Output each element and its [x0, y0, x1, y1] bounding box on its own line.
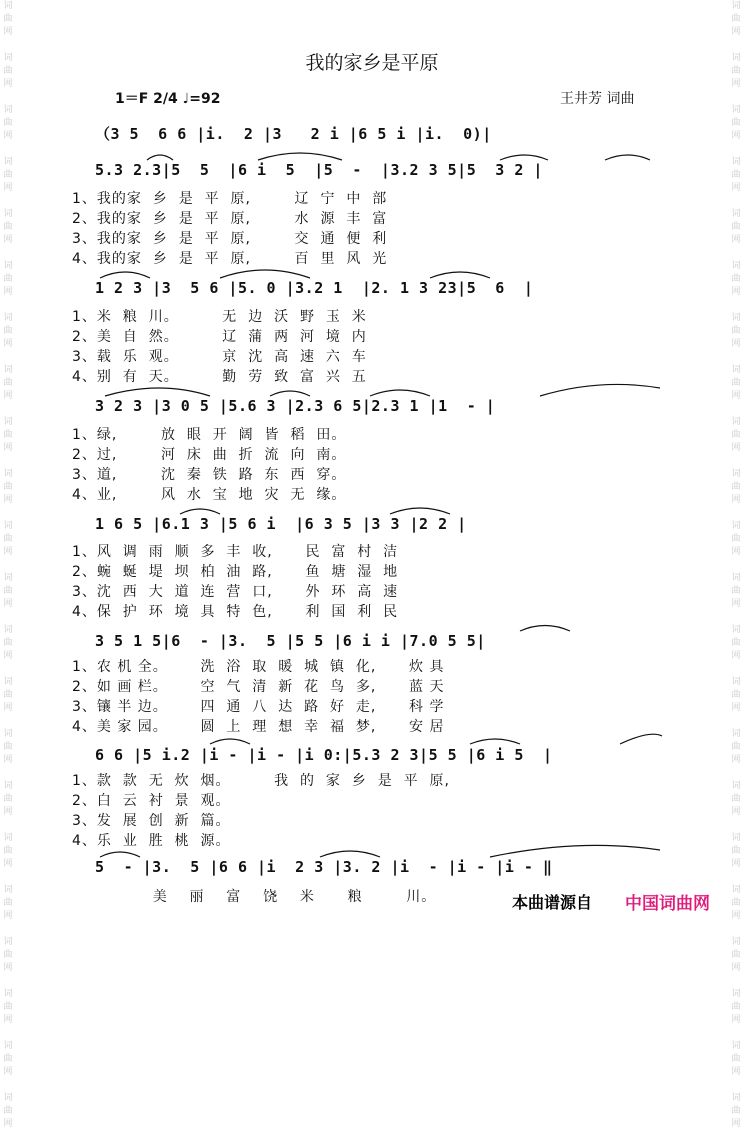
watermark-char: 词 — [3, 53, 13, 63]
watermark-gap — [729, 1079, 743, 1092]
lyric-line: 4、保 护 环 境 具 特 色, 利 国 利 民 — [72, 604, 399, 620]
watermark-char: 曲 — [731, 118, 741, 128]
watermark-char: 曲 — [3, 898, 13, 908]
watermark-char: 网 — [3, 79, 13, 89]
watermark-char: 曲 — [731, 222, 741, 232]
watermark-gap — [729, 247, 743, 260]
watermark-char: 网 — [731, 911, 741, 921]
watermark-char: 网 — [3, 391, 13, 401]
lyric-line: 4、美 家 园。 圆 上 理 想 幸 福 梦, 安 居 — [72, 719, 445, 735]
watermark-char: 词 — [3, 729, 13, 739]
watermark-char: 曲 — [3, 950, 13, 960]
watermark-char: 网 — [731, 963, 741, 973]
watermark-char: 曲 — [3, 326, 13, 336]
watermark-char: 词 — [3, 677, 13, 687]
watermark-char: 词 — [3, 313, 13, 323]
watermark-gap — [729, 923, 743, 936]
watermark-char: 网 — [731, 27, 741, 37]
watermark-char: 网 — [3, 807, 13, 817]
watermark-char: 词 — [3, 105, 13, 115]
lyric-line: 1、米 粮 川。 无 边 沃 野 玉 米 — [72, 309, 367, 325]
watermark-char: 曲 — [3, 846, 13, 856]
lyric-line: 2、美 自 然。 辽 蒲 两 河 境 内 — [72, 329, 367, 345]
watermark-gap — [1, 611, 15, 624]
watermark-char: 曲 — [731, 66, 741, 76]
watermark-char: 曲 — [731, 690, 741, 700]
lyric-line: 1、风 调 雨 顺 多 丰 收, 民 富 村 洁 — [72, 544, 399, 560]
watermark-char: 曲 — [731, 1002, 741, 1012]
watermark-gap — [729, 975, 743, 988]
watermark-char: 词 — [3, 469, 13, 479]
watermark-char: 网 — [3, 183, 13, 193]
watermark-char: 网 — [731, 859, 741, 869]
author-credit: 王井芳 词曲 — [560, 91, 635, 107]
watermark-char: 网 — [3, 495, 13, 505]
lyric-line: 2、蜿 蜒 堤 坝 柏 油 路, 鱼 塘 湿 地 — [72, 564, 399, 580]
watermark-char: 曲 — [731, 326, 741, 336]
watermark-char: 网 — [731, 1015, 741, 1025]
watermark-char: 网 — [731, 599, 741, 609]
lyric-line: 3、我的家 乡 是 平 原, 交 通 便 利 — [72, 231, 388, 247]
watermark-gap — [1, 871, 15, 884]
lyric-line: 1、农 机 全。 洗 浴 取 暖 城 镇 化, 炊 具 — [72, 659, 445, 675]
lyric-line: 2、我的家 乡 是 平 原, 水 源 丰 富 — [72, 211, 388, 227]
watermark-char: 网 — [3, 443, 13, 453]
watermark-char: 曲 — [731, 430, 741, 440]
song-title: 我的家乡是平原 — [305, 52, 439, 74]
watermark-char: 词 — [731, 573, 741, 583]
lyric-line: 1、我的家 乡 是 平 原, 辽 宁 中 部 — [72, 191, 388, 207]
notation-line-5: 3 5 1 5|6 - |3. 5 |5 5 |6 i i |7.0 5 5| — [95, 632, 486, 650]
watermark-gap — [1, 715, 15, 728]
watermark-char: 网 — [3, 287, 13, 297]
watermark-char: 词 — [3, 417, 13, 427]
watermark-char: 词 — [3, 365, 13, 375]
watermark-char: 网 — [731, 339, 741, 349]
watermark-char: 网 — [731, 183, 741, 193]
lyric-line: 4、别 有 天。 勤 劳 致 富 兴 五 — [72, 369, 367, 385]
watermark-gap — [1, 923, 15, 936]
watermark-char: 曲 — [3, 378, 13, 388]
watermark-gap — [1, 1027, 15, 1040]
watermark-char: 词 — [3, 261, 13, 271]
watermark-char: 词 — [3, 521, 13, 531]
watermark-char: 词 — [3, 1, 13, 11]
watermark-char: 曲 — [731, 950, 741, 960]
site-brand: 中国词曲网 — [625, 894, 710, 914]
watermark-char: 网 — [3, 911, 13, 921]
watermark-char: 词 — [3, 937, 13, 947]
watermark-char: 词 — [731, 417, 741, 427]
lyric-line: 3、道, 沈 秦 铁 路 东 西 穿。 — [72, 467, 347, 483]
watermark-gap — [729, 351, 743, 364]
watermark-gap — [1, 975, 15, 988]
watermark-char: 词 — [3, 833, 13, 843]
watermark-gap — [729, 611, 743, 624]
watermark-left — [1, 0, 15, 1144]
watermark-char: 曲 — [3, 742, 13, 752]
source-note: 本曲谱源自 — [512, 893, 593, 912]
watermark-char: 词 — [731, 729, 741, 739]
watermark-gap — [729, 91, 743, 104]
watermark-gap — [1, 1131, 15, 1144]
watermark-char: 曲 — [3, 1054, 13, 1064]
watermark-char: 词 — [731, 313, 741, 323]
watermark-char: 词 — [731, 209, 741, 219]
watermark-gap — [729, 819, 743, 832]
lyric-line: 2、如 画 栏。 空 气 清 新 花 鸟 多, 蓝 天 — [72, 679, 445, 695]
watermark-gap — [729, 663, 743, 676]
watermark-gap — [1, 1079, 15, 1092]
watermark-char: 网 — [3, 27, 13, 37]
notation-line-4: 1 6 5 |6.1 3 |5 6 i |6 3 5 |3 3 |2 2 | — [95, 515, 467, 533]
watermark-char: 曲 — [731, 170, 741, 180]
watermark-gap — [729, 767, 743, 780]
watermark-gap — [729, 871, 743, 884]
watermark-char: 词 — [731, 677, 741, 687]
watermark-char: 网 — [3, 131, 13, 141]
watermark-gap — [729, 455, 743, 468]
watermark-gap — [1, 91, 15, 104]
watermark-char: 曲 — [731, 482, 741, 492]
watermark-char: 网 — [3, 547, 13, 557]
watermark-char: 词 — [731, 885, 741, 895]
watermark-right — [729, 0, 743, 1144]
watermark-char: 网 — [731, 79, 741, 89]
watermark-gap — [729, 299, 743, 312]
notation-line-intro: （3 5 6 6 |i. 2 |3 2 i |6 5 i |i. 0)| — [95, 125, 492, 143]
watermark-char: 网 — [3, 599, 13, 609]
watermark-char: 曲 — [731, 898, 741, 908]
watermark-char: 词 — [731, 469, 741, 479]
watermark-char: 词 — [731, 157, 741, 167]
watermark-gap — [1, 663, 15, 676]
watermark-gap — [729, 715, 743, 728]
watermark-char: 词 — [731, 365, 741, 375]
watermark-gap — [729, 559, 743, 572]
watermark-char: 曲 — [731, 846, 741, 856]
watermark-gap — [1, 455, 15, 468]
watermark-char: 曲 — [731, 14, 741, 24]
watermark-char: 词 — [731, 1041, 741, 1051]
watermark-char: 网 — [3, 859, 13, 869]
watermark-char: 曲 — [3, 118, 13, 128]
watermark-char: 曲 — [3, 1002, 13, 1012]
lyric-line: 4、乐 业 胜 桃 源。 — [72, 833, 231, 849]
lyric-line: 4、业, 风 水 宝 地 灾 无 缘。 — [72, 487, 347, 503]
watermark-gap — [729, 1027, 743, 1040]
watermark-char: 词 — [3, 573, 13, 583]
watermark-char: 网 — [731, 235, 741, 245]
watermark-gap — [729, 403, 743, 416]
watermark-char: 网 — [731, 1119, 741, 1129]
watermark-char: 词 — [731, 105, 741, 115]
lyric-line: 美 丽 富 饶 米 粮 川。 — [120, 889, 437, 905]
watermark-char: 曲 — [731, 638, 741, 648]
watermark-char: 词 — [731, 1, 741, 11]
watermark-gap — [729, 143, 743, 156]
watermark-char: 网 — [3, 1015, 13, 1025]
watermark-char: 曲 — [731, 586, 741, 596]
watermark-char: 词 — [3, 1093, 13, 1103]
lyric-line: 3、发 展 创 新 篇。 — [72, 813, 231, 829]
watermark-char: 曲 — [3, 690, 13, 700]
watermark-gap — [729, 507, 743, 520]
watermark-char: 网 — [731, 755, 741, 765]
watermark-char: 曲 — [3, 794, 13, 804]
watermark-char: 曲 — [731, 794, 741, 804]
watermark-char: 词 — [731, 521, 741, 531]
watermark-char: 词 — [731, 261, 741, 271]
lyric-line: 1、绿, 放 眼 开 阔 皆 稻 田。 — [72, 427, 347, 443]
watermark-char: 词 — [3, 885, 13, 895]
watermark-char: 曲 — [731, 378, 741, 388]
watermark-char: 网 — [731, 391, 741, 401]
watermark-char: 网 — [3, 339, 13, 349]
lyric-line: 2、过, 河 床 曲 折 流 向 南。 — [72, 447, 347, 463]
watermark-char: 网 — [3, 1067, 13, 1077]
watermark-char: 网 — [731, 807, 741, 817]
watermark-char: 网 — [3, 963, 13, 973]
watermark-char: 曲 — [3, 430, 13, 440]
lyric-line: 3、载 乐 观。 京 沈 高 速 六 车 — [72, 349, 367, 365]
watermark-char: 曲 — [731, 742, 741, 752]
watermark-char: 网 — [731, 443, 741, 453]
notation-line-2: 1 2 3 |3 5 6 |5. 0 |3.2 1 |2. 1 3 23|5 6 | — [95, 279, 534, 297]
watermark-char: 网 — [3, 651, 13, 661]
key-signature: 1＝F 2/4 ♩=92 — [115, 91, 221, 107]
watermark-char: 词 — [731, 53, 741, 63]
lyric-line: 1、款 款 无 炊 烟。 我 的 家 乡 是 平 原, — [72, 773, 450, 789]
watermark-char: 词 — [3, 1041, 13, 1051]
watermark-gap — [1, 767, 15, 780]
watermark-char: 网 — [731, 547, 741, 557]
watermark-char: 曲 — [731, 534, 741, 544]
notation-line-3: 3 2 3 |3 0 5 |5.6 3 |2.3 6 5|2.3 1 |1 - | — [95, 397, 496, 415]
watermark-char: 网 — [3, 703, 13, 713]
watermark-char: 词 — [3, 625, 13, 635]
watermark-char: 网 — [731, 131, 741, 141]
watermark-char: 词 — [3, 157, 13, 167]
watermark-char: 词 — [731, 625, 741, 635]
watermark-char: 曲 — [3, 586, 13, 596]
watermark-char: 词 — [3, 989, 13, 999]
lyric-line: 2、白 云 衬 景 观。 — [72, 793, 231, 809]
watermark-gap — [1, 507, 15, 520]
watermark-char: 网 — [731, 287, 741, 297]
watermark-char: 曲 — [3, 534, 13, 544]
watermark-char: 曲 — [3, 274, 13, 284]
watermark-char: 网 — [3, 1119, 13, 1129]
watermark-char: 曲 — [3, 14, 13, 24]
watermark-char: 曲 — [3, 638, 13, 648]
notation-line-7: 5 - |3. 5 |6 6 |i 2 3 |3. 2 |i - |i - |i - ‖ — [95, 858, 553, 876]
watermark-char: 曲 — [3, 222, 13, 232]
watermark-gap — [1, 351, 15, 364]
watermark-char: 曲 — [731, 1106, 741, 1116]
watermark-char: 网 — [731, 651, 741, 661]
watermark-char: 网 — [731, 703, 741, 713]
watermark-gap — [1, 143, 15, 156]
watermark-char: 词 — [731, 833, 741, 843]
lyric-line: 4、我的家 乡 是 平 原, 百 里 风 光 — [72, 251, 388, 267]
watermark-gap — [1, 559, 15, 572]
watermark-char: 网 — [3, 755, 13, 765]
watermark-char: 曲 — [731, 1054, 741, 1064]
lyric-line: 3、镶 半 边。 四 通 八 达 路 好 走, 科 学 — [72, 699, 445, 715]
watermark-gap — [1, 195, 15, 208]
watermark-char: 词 — [731, 989, 741, 999]
watermark-gap — [1, 403, 15, 416]
watermark-char: 网 — [731, 495, 741, 505]
watermark-gap — [1, 819, 15, 832]
watermark-char: 曲 — [3, 170, 13, 180]
watermark-char: 词 — [731, 781, 741, 791]
watermark-char: 词 — [731, 937, 741, 947]
watermark-char: 曲 — [731, 274, 741, 284]
watermark-char: 曲 — [3, 66, 13, 76]
watermark-char: 词 — [3, 781, 13, 791]
watermark-char: 网 — [731, 1067, 741, 1077]
notation-line-6: 6 6 |5 i.2 |i - |i - |i 0:|5.3 2 3|5 5 |6 i 5 | — [95, 746, 553, 764]
watermark-gap — [729, 1131, 743, 1144]
notation-line-1: 5.3 2.3|5 5 |6 i 5 |5 - |3.2 3 5|5 3 2 | — [95, 161, 543, 179]
watermark-char: 词 — [731, 1093, 741, 1103]
watermark-char: 曲 — [3, 482, 13, 492]
watermark-gap — [1, 247, 15, 260]
watermark-char: 词 — [3, 209, 13, 219]
watermark-char: 曲 — [3, 1106, 13, 1116]
watermark-gap — [1, 299, 15, 312]
watermark-char: 网 — [3, 235, 13, 245]
lyric-line: 3、沈 西 大 道 连 营 口, 外 环 高 速 — [72, 584, 399, 600]
watermark-gap — [729, 195, 743, 208]
